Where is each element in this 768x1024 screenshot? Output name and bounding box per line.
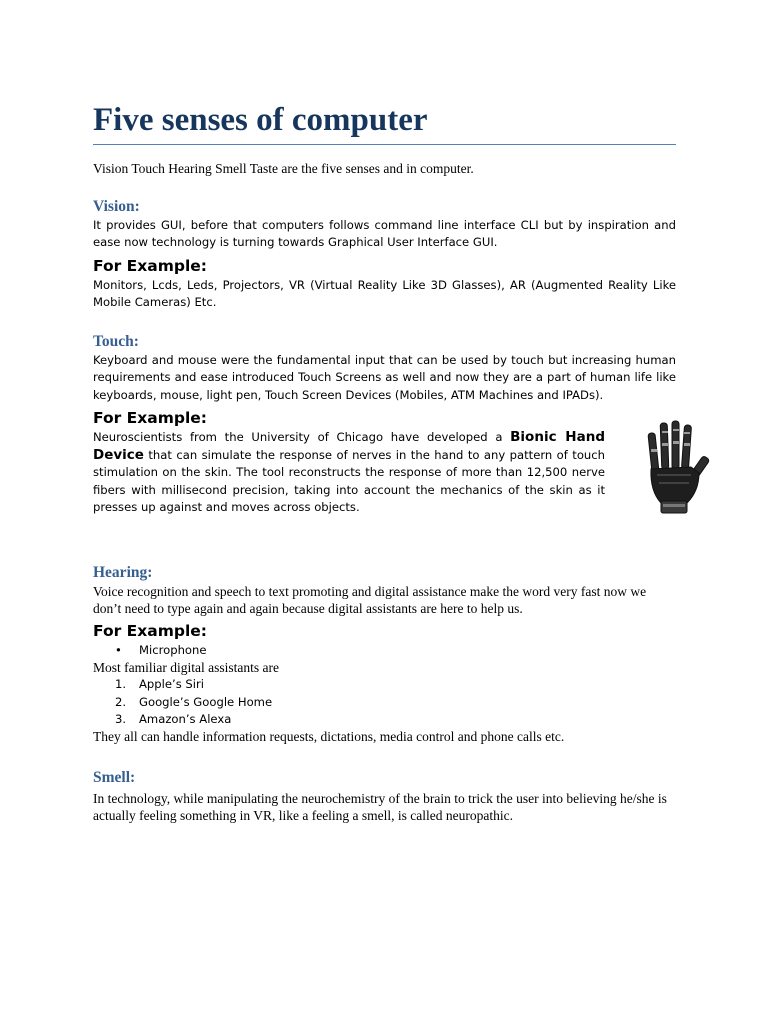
list-item-label: Amazon’s Alexa — [139, 711, 232, 726]
hearing-heading: Hearing: — [93, 563, 153, 581]
touch-example-post: that can simulate the response of nerves in the hand to any pattern of touch stimulation on the skin. The tool reconstructs the response of more than 12,500 nerve fibers with millisecond precision, taking into account the mechanics of the skin as it presses up against and moves across objects. — [93, 447, 605, 514]
bionic-hand-icon — [641, 419, 711, 515]
touch-heading: Touch: — [93, 332, 139, 350]
touch-body: Keyboard and mouse were the fundamental input that can be used by touch but increasing human requirements and ease introduced Touch Screens as well and now they are a part of human life like keyboards, mouse, light pen, Touch Screen Devices (Mobiles, ATM Machines and IPADs). — [93, 352, 676, 402]
assistants-intro: Most familiar digital assistants are — [93, 659, 279, 675]
bionic-hand-term: Bionic Hand Device — [93, 429, 605, 463]
vision-heading: Vision: — [93, 197, 140, 215]
list-item — [93, 694, 676, 711]
intro-text: Vision Touch Hearing Smell Taste are the five senses and in computer. — [93, 161, 474, 176]
touch-example — [93, 429, 676, 517]
list-item — [93, 676, 676, 693]
bullet-marker: • — [115, 642, 122, 657]
list-item-label: Apple’s Siri — [139, 677, 204, 692]
vision-body: It provides GUI, before that computers follows command line interface CLI but by inspiration and ease now technology is turning towards Graphical User Interface GUI. — [93, 217, 676, 249]
touch-example-pre: Neuroscientists from the University of Chicago have developed a — [93, 430, 511, 444]
smell-body: In technology, while manipulating the neurochemistry of the brain to trick the user into believing he/she is actually feeling something in VR, like a feeling a smell, is called neuropathic. — [93, 790, 667, 824]
page-title: Five senses of computer — [93, 100, 676, 145]
list-marker: 1. — [115, 677, 127, 692]
smell-heading: Smell: — [93, 768, 136, 786]
touch-example-label: For Example: — [93, 409, 207, 427]
bullet-label: Microphone — [139, 642, 207, 657]
list-item — [93, 711, 676, 728]
list-item — [93, 642, 676, 659]
vision-example-label: For Example: — [93, 256, 207, 275]
list-marker: 3. — [115, 711, 127, 726]
hearing-closing: They all can handle information requests, dictations, media control and phone calls etc. — [93, 729, 565, 745]
list-marker: 2. — [115, 694, 127, 709]
touch-example-body — [93, 429, 605, 517]
list-item-label: Google’s Google Home — [139, 694, 273, 709]
hearing-bullet-list — [93, 642, 676, 659]
hearing-example-label: For Example: — [93, 621, 207, 640]
hearing-body: Voice recognition and speech to text promoting and digital assistance make the word very fast now we don’t need to type again and again because digital assistants are here to help us. — [93, 583, 647, 616]
document-page — [93, 100, 676, 825]
assistants-list — [93, 676, 676, 728]
vision-example-body: Monitors, Lcds, Leds, Projectors, VR (Virtual Reality Like 3D Glasses), AR (Augmented Reality Like Mobile Cameras) Etc. — [93, 277, 676, 309]
